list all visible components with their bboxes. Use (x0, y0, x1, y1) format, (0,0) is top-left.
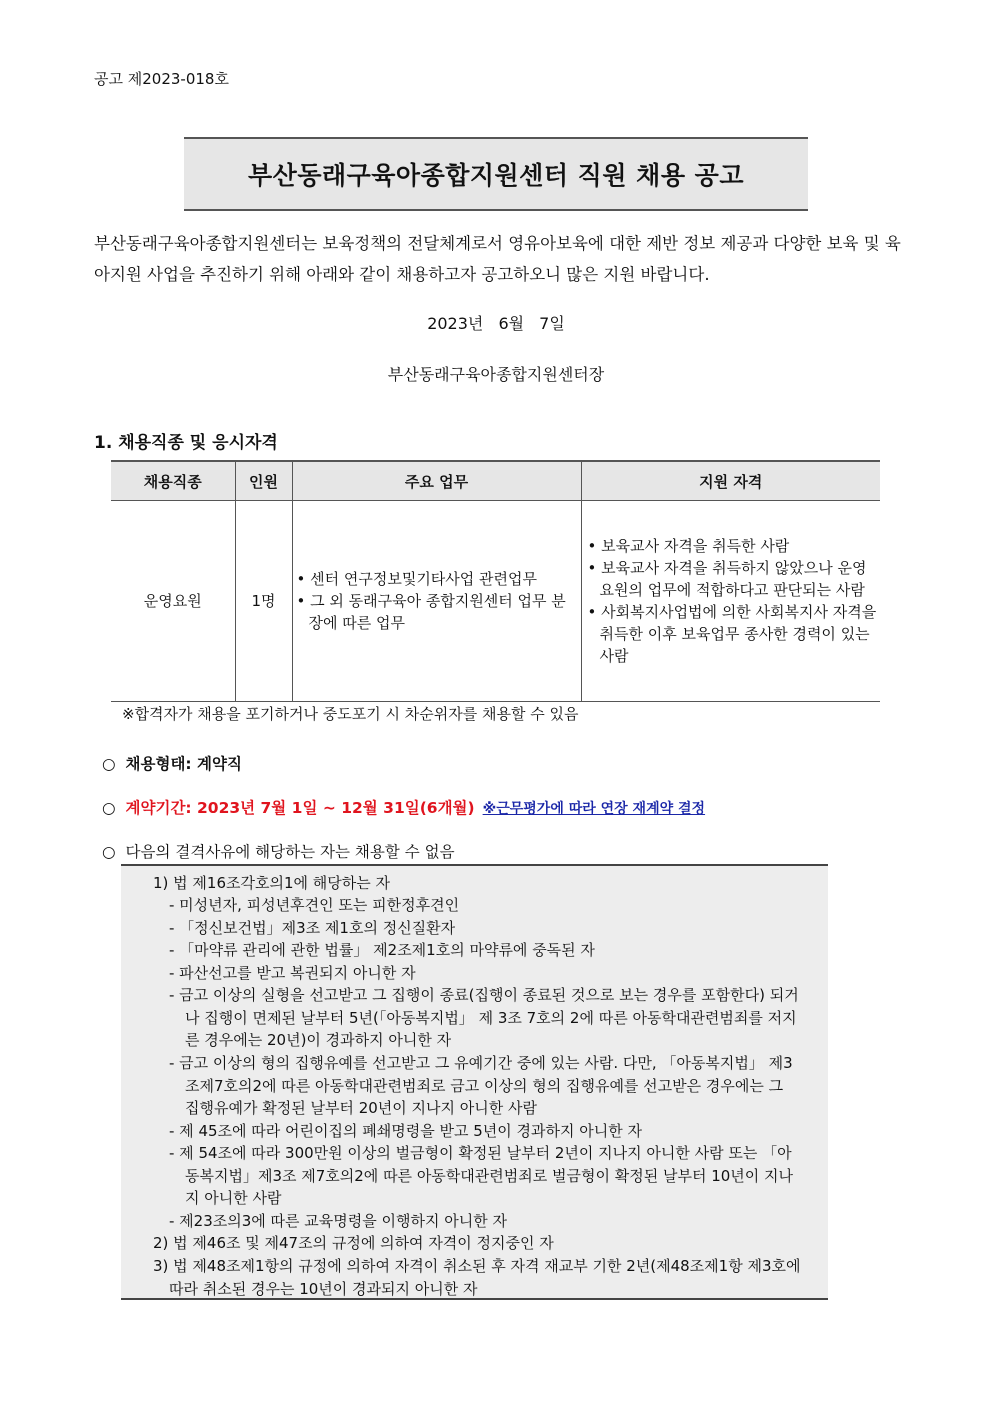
header-position: 채용직종 (111, 461, 235, 501)
disq-sub-item: - 금고 이상의 실형을 선고받고 그 집행이 종료(집행이 종료된 것으로 보는 경우를 포함한다) 되거나 집행이 면제된 날부터 5년(「아동복지법」 제 3조 7호의 2에 따른 아동학대관련범죄를 저지른 경우에는 20년)이 경과하지 아니한 자 (169, 986, 799, 1050)
disq-sub-item: - 「마약류 관리에 관한 법률」 제2조제1호의 마약류에 중독된 자 (169, 941, 595, 959)
table-row (111, 501, 880, 702)
title-box (184, 137, 808, 211)
circle-bullet-icon: ○ (102, 799, 116, 817)
disq-sub-item: - 「정신보건법」제3조 제1호의 정신질환자 (169, 919, 456, 937)
header-qualifications: 지원 자격 (581, 461, 880, 501)
disq-sub-item: - 금고 이상의 형의 집행유예를 선고받고 그 유예기간 중에 있는 사람. 다만, 「아동복지법」 제3조제7호의2에 따른 아동학대관련범죄로 금고 이상의 형의 집행유예를 선고받은 경우에는 그 집행유예가 확정된 날부터 20년이 지나지 아니한 사람 (169, 1054, 793, 1118)
disq-sub-item: - 제 54조에 따라 300만원 이상의 벌금형이 확정된 날부터 2년이 지나지 아니한 사람 또는 「아동복지법」제3조 제7호의2에 따른 아동학대관련범죄로 벌금형이 확정된 날부터 10년이 지나지 아니한 사람 (169, 1144, 794, 1208)
contract-note: ※근무평가에 따라 연장 재계약 결정 (482, 801, 706, 817)
disqualification-box (121, 864, 828, 1300)
employment-type: 채용형태: 계약직 (125, 755, 242, 773)
disqualification-intro-line (102, 840, 455, 862)
notice-number: 공고 제2023-018호 (94, 70, 229, 88)
disqualification-intro: 다음의 결격사유에 해당하는 자는 채용할 수 없음 (125, 843, 455, 861)
table-header-row (111, 461, 880, 501)
section-1-heading: 1. 채용직종 및 응시자격 (94, 433, 278, 453)
disq-item-3: 3) 법 제48조제1항의 규정에 의하여 자격이 취소된 후 자격 재교부 기한 2년(제48조제1항 제3호에 따라 취소된 경우는 10년이 경과되지 아니한 자 (153, 1257, 801, 1298)
page-title: 부산동래구육아종합지원센터 직원 채용 공고 (248, 161, 744, 190)
disq-sub-item: - 파산선고를 받고 복권되지 아니한 자 (169, 964, 416, 982)
qualification-item: • 보육교사 자격을 취득하지 않았으나 운영요원의 업무에 적합하다고 판단되는 사람 (587, 559, 867, 599)
circle-bullet-icon: ○ (102, 843, 116, 861)
disq-item-1: 1) 법 제16조각호의1에 해당하는 자 (153, 874, 390, 892)
table-note: ※합격자가 채용을 포기하거나 중도포기 시 차순위자를 채용할 수 있음 (122, 705, 579, 723)
cell-duties (292, 501, 581, 702)
qualification-item: • 사회복지사업법에 의한 사회복지사 자격을 취득한 이후 보육업무 종사한 경력이 있는 사람 (587, 603, 877, 665)
intro-paragraph: 부산동래구육아종합지원센터는 보육정책의 전달체계로서 영유아보육에 대한 제반 정보 제공과 다양한 보육 및 육아지원 사업을 추진하기 위해 아래와 같이 채용하고자 공고하오니 많은 지원 바랍니다. (94, 234, 901, 284)
disq-sub-item: - 미성년자, 피성년후견인 또는 피한정후견인 (169, 896, 460, 914)
header-count: 인원 (235, 461, 292, 501)
cell-position: 운영요원 (111, 501, 235, 702)
employment-type-line (102, 752, 242, 774)
issuer: 부산동래구육아종합지원센터장 (387, 365, 605, 384)
disq-sub-item: - 제 45조에 따라 어린이집의 폐쇄명령을 받고 5년이 경과하지 아니한 자 (169, 1122, 642, 1140)
duty-item: • 그 외 동래구육아 종합지원센터 업무 분장에 따른 업무 (296, 592, 566, 632)
circle-bullet-icon: ○ (102, 755, 116, 773)
contract-period: 계약기간: 2023년 7월 1일 ~ 12월 31일(6개월) (125, 799, 475, 817)
jobs-table (111, 460, 880, 702)
header-duties: 주요 업무 (292, 461, 581, 501)
duty-item: • 센터 연구정보및기타사업 관련업무 (296, 570, 538, 588)
cell-qualifications (581, 501, 880, 702)
cell-count: 1명 (235, 501, 292, 702)
contract-period-line (102, 796, 705, 818)
disq-sub-item: - 제23조의3에 따른 교육명령을 이행하지 아니한 자 (169, 1212, 507, 1230)
announcement-date: 2023년 6월 7일 (427, 314, 565, 333)
qualification-item: • 보육교사 자격을 취득한 사람 (587, 537, 790, 555)
disq-item-2: 2) 법 제46조 및 제47조의 규정에 의하여 자격이 정지중인 자 (153, 1234, 554, 1252)
